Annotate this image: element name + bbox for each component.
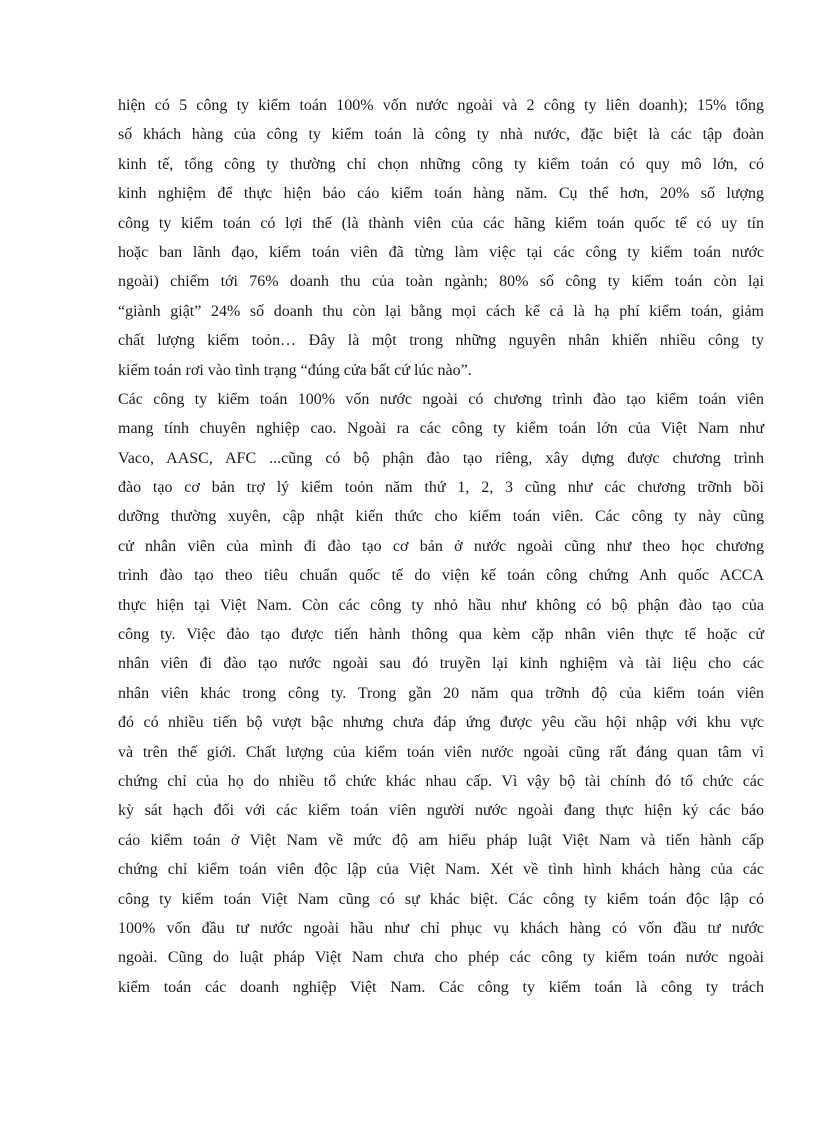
text-line: thực hiện tại Việt Nam. Còn các công ty nhỏ hầu như không có bộ phận đào tạo của [118,596,764,614]
paragraph-1 [118,91,764,385]
text-line: trình đào tạo theo tiêu chuẩn quốc tế do viện kế toán công chứng Anh quốc ACCA [118,567,764,585]
text-line: kiểm toán rơi vào tình trạng “đúng cửa bất cứ lúc nào”. [118,361,472,379]
text-line: cáo kiểm toán ở Việt Nam về mức độ am hiểu pháp luật Việt Nam và tiến hành cấp [118,831,764,849]
text-line: hoặc ban lãnh đạo, kiểm toán viên đã từng làm việc tại các công ty kiểm toán nước [118,243,764,261]
text-line: công ty kiểm toán có lợi thế (là thành viên của các hãng kiểm toán quốc tế có uy tín [118,214,764,232]
text-line: cử nhân viên của mình đi đào tạo cơ bản ở nước ngoài cũng như theo học chương [118,537,764,555]
text-line: đào tạo cơ bản trợ lý kiểm toỏn năm thứ 1, 2, 3 cũng như các chương trỡnh bồi [118,479,764,497]
text-line: ngoài. Cũng do luật pháp Việt Nam chưa cho phép các công ty kiểm toán nước ngoài [118,949,764,967]
text-line: Vaco, AASC, AFC ...cũng có bộ phận đào tạo riêng, xây dựng được chương trình [118,449,764,467]
text-line: dưỡng thường xuyên, cập nhật kiến thức cho kiểm toán viên. Các công ty này cũng [118,508,764,526]
text-line: 100% vốn đầu tư nước ngoài hầu như chỉ phục vụ khách hàng có vốn đầu tư nước [118,919,764,937]
text-line: “giành giật” 24% số doanh thu còn lại bằng mọi cách kể cả là hạ phí kiểm toán, giảm [118,302,764,320]
text-line: và trên thế giới. Chất lượng của kiểm toán viên nước ngoài cũng rất đáng quan tâm vì [118,743,764,761]
body-text [118,91,764,1002]
paragraph-2 [118,385,764,1002]
text-line: đó có nhiều tiến bộ vượt bậc nhưng chưa đáp ứng được yêu cầu hội nhập với khu vực [118,714,764,732]
text-line: nhân viên khác trong công ty. Trong gần 20 năm qua trỡnh độ của kiểm toán viên [118,684,764,702]
text-line: kinh tế, tổng công ty thường chỉ chọn những công ty kiểm toán có quy mô lớn, có [118,155,764,173]
text-line: công ty kiểm toán Việt Nam cũng có sự khác biệt. Các công ty kiểm toán độc lập có [118,890,764,908]
text-line: công ty. Việc đào tạo được tiến hành thông qua kèm cặp nhân viên thực tế hoặc cử [118,626,764,644]
text-line: chứng chỉ kiểm toán viên độc lập của Việt Nam. Xét về tình hình khách hàng của các [118,861,764,879]
text-line: hiện có 5 công ty kiểm toán 100% vốn nước ngoài và 2 công ty liên doanh); 15% tổng [118,97,764,114]
text-line: chứng chỉ của họ do nhiều tổ chức khác nhau cấp. Vì vậy bộ tài chính đó tổ chức các [118,772,764,790]
text-line: chất lượng kiểm toỏn… Đây là một trong những nguyên nhân khiến nhiều công ty [118,332,764,350]
text-line: kỳ sát hạch đối với các kiểm toán viên người nước ngoài đang thực hiện ký các báo [118,802,764,820]
text-line: nhân viên đi đào tạo nước ngoài sau đó truyền lại kinh nghiệm và tài liệu cho các [118,655,764,673]
text-line: mang tính chuyên nghiệp cao. Ngoài ra các công ty kiểm toán lớn của Việt Nam như [118,420,764,438]
text-line: kiểm toán các doanh nghiệp Việt Nam. Các công ty kiểm toán là công ty trách [118,978,764,996]
text-line: kinh nghiệm để thực hiện báo cáo kiểm toán hàng năm. Cụ thể hơn, 20% số lượng [118,185,764,203]
text-line: số khách hàng của công ty kiểm toán là công ty nhà nước, đặc biệt là các tập đoàn [118,126,764,144]
text-line: ngoài) chiếm tới 76% doanh thu của toàn ngành; 80% số công ty kiểm toán còn lại [118,273,764,291]
text-line: Các công ty kiểm toán 100% vốn nước ngoài có chương trình đào tạo kiểm toán viên [118,390,764,408]
